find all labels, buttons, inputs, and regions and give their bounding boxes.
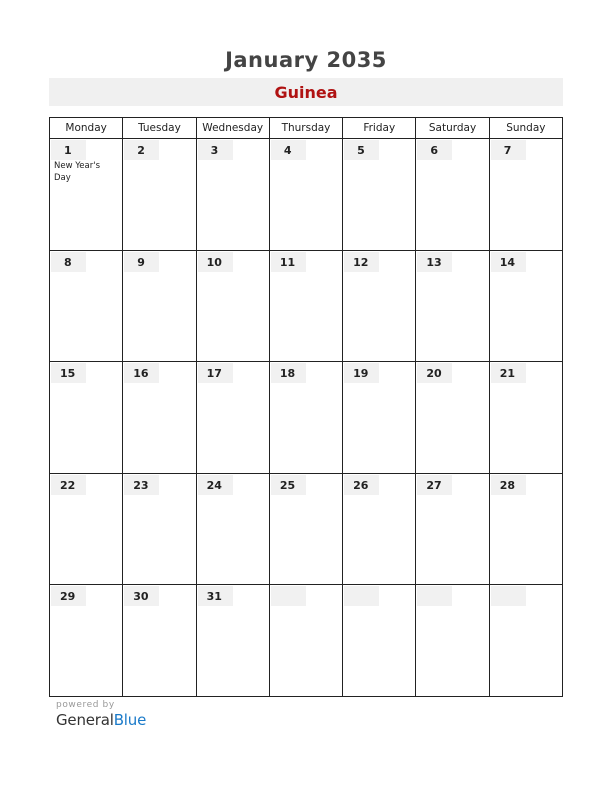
weekday-header: Saturday <box>416 118 489 139</box>
day-number: 16 <box>124 363 159 383</box>
day-cell <box>196 585 269 697</box>
day-cell <box>123 250 196 362</box>
day-number: 7 <box>491 140 526 160</box>
day-number: 30 <box>124 586 159 606</box>
country-name: Guinea <box>274 83 338 102</box>
day-cell <box>123 139 196 251</box>
day-cell <box>416 362 489 474</box>
day-number: 5 <box>344 140 379 160</box>
day-number: 20 <box>417 363 452 383</box>
day-cell <box>343 139 416 251</box>
day-number: 9 <box>124 252 159 272</box>
day-cell <box>269 362 342 474</box>
day-number: 12 <box>344 252 379 272</box>
weekday-header: Monday <box>50 118 123 139</box>
day-number: 15 <box>51 363 86 383</box>
day-cell <box>196 139 269 251</box>
day-number: 13 <box>417 252 452 272</box>
empty-day-box <box>491 586 526 606</box>
day-number: 18 <box>271 363 306 383</box>
country-banner <box>49 78 563 106</box>
day-number: 6 <box>417 140 452 160</box>
day-number: 19 <box>344 363 379 383</box>
weekday-header: Wednesday <box>196 118 269 139</box>
empty-day-box <box>417 586 452 606</box>
day-number: 3 <box>198 140 233 160</box>
day-cell <box>50 585 123 697</box>
day-number: 14 <box>491 252 526 272</box>
day-cell <box>416 139 489 251</box>
day-number: 22 <box>51 475 86 495</box>
day-number: 25 <box>271 475 306 495</box>
logo-blue-text: Blue <box>113 711 147 729</box>
day-number: 4 <box>271 140 306 160</box>
day-cell <box>416 585 489 697</box>
day-cell <box>269 473 342 585</box>
day-number: 21 <box>491 363 526 383</box>
week-row <box>50 362 563 474</box>
day-cell <box>489 585 562 697</box>
day-cell <box>269 585 342 697</box>
day-number: 26 <box>344 475 379 495</box>
empty-day-box <box>344 586 379 606</box>
day-number: 10 <box>198 252 233 272</box>
day-number: 8 <box>51 252 86 272</box>
day-cell <box>196 473 269 585</box>
calendar-grid <box>49 117 563 697</box>
day-cell <box>489 139 562 251</box>
powered-by-label: powered by <box>56 700 115 710</box>
day-cell <box>123 362 196 474</box>
weekday-header: Thursday <box>269 118 342 139</box>
day-number: 23 <box>124 475 159 495</box>
empty-day-box <box>271 586 306 606</box>
week-row <box>50 250 563 362</box>
brand-footer <box>56 700 146 729</box>
day-number: 2 <box>124 140 159 160</box>
weekday-header-row <box>50 118 563 139</box>
week-row <box>50 473 563 585</box>
weekday-header: Tuesday <box>123 118 196 139</box>
day-cell <box>123 585 196 697</box>
day-cell <box>269 139 342 251</box>
day-cell <box>416 250 489 362</box>
weekday-header: Sunday <box>489 118 562 139</box>
day-cell <box>489 362 562 474</box>
week-row <box>50 139 563 251</box>
day-cell <box>343 362 416 474</box>
day-cell <box>123 473 196 585</box>
day-cell <box>343 473 416 585</box>
day-cell <box>343 250 416 362</box>
week-row <box>50 585 563 697</box>
calendar-title: January 2035 <box>225 48 387 72</box>
day-cell <box>343 585 416 697</box>
day-cell <box>50 473 123 585</box>
day-cell <box>269 250 342 362</box>
day-number: 1 <box>51 140 86 160</box>
day-cell <box>196 362 269 474</box>
weekday-header: Friday <box>343 118 416 139</box>
day-cell <box>489 473 562 585</box>
day-cell <box>416 473 489 585</box>
logo-general-text: General <box>56 711 114 729</box>
day-number: 11 <box>271 252 306 272</box>
day-number: 28 <box>491 475 526 495</box>
holiday-label: New Year's Day <box>54 161 101 183</box>
day-cell <box>50 139 123 251</box>
day-cell <box>50 250 123 362</box>
day-cell <box>489 250 562 362</box>
day-cell <box>196 250 269 362</box>
day-number: 17 <box>198 363 233 383</box>
day-number: 27 <box>417 475 452 495</box>
day-number: 31 <box>198 586 233 606</box>
day-cell <box>50 362 123 474</box>
day-number: 29 <box>51 586 86 606</box>
day-number: 24 <box>198 475 233 495</box>
generalblue-logo <box>56 711 146 729</box>
